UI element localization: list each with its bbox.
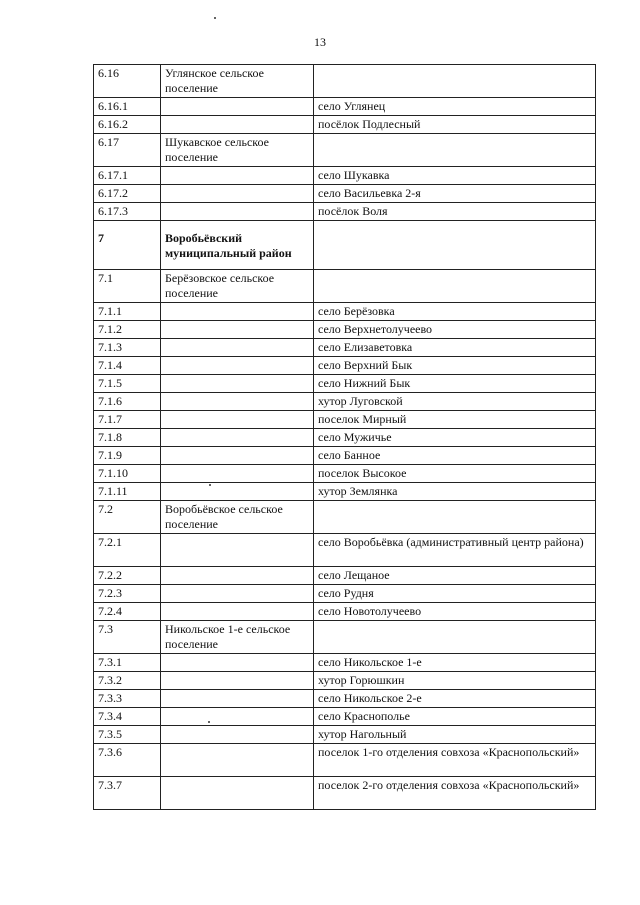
table-row <box>94 98 596 116</box>
settlement-name-cell <box>161 321 314 339</box>
settlement-name-cell <box>161 375 314 393</box>
locality-name-cell: село Мужичье <box>314 429 596 447</box>
row-code-cell: 6.17 <box>94 134 161 167</box>
locality-name-cell: село Верхний Бык <box>314 357 596 375</box>
settlements-table <box>93 64 596 810</box>
table-row <box>94 270 596 303</box>
locality-name-cell <box>314 134 596 167</box>
settlement-name-cell <box>161 585 314 603</box>
locality-name-cell: поселок Высокое <box>314 465 596 483</box>
row-code-cell: 7 <box>94 221 161 270</box>
table-row <box>94 203 596 221</box>
settlement-name-cell <box>161 116 314 134</box>
settlement-name-cell <box>161 483 314 501</box>
locality-name-cell: село Воробьёвка (административный центр района) <box>314 534 596 567</box>
locality-name-cell: село Никольское 2-е <box>314 690 596 708</box>
row-code-cell: 7.1.2 <box>94 321 161 339</box>
locality-name-cell: село Нижний Бык <box>314 375 596 393</box>
settlement-name-cell <box>161 411 314 429</box>
locality-name-cell: село Шукавка <box>314 167 596 185</box>
table-row <box>94 777 596 810</box>
settlement-name-cell: Воробьёвский муниципальный район <box>161 221 314 270</box>
locality-name-cell: посёлок Подлесный <box>314 116 596 134</box>
row-code-cell: 7.1 <box>94 270 161 303</box>
row-code-cell: 7.3.5 <box>94 726 161 744</box>
locality-name-cell: поселок 1-го отделения совхоза «Краснопольский» <box>314 744 596 777</box>
row-code-cell: 7.2.4 <box>94 603 161 621</box>
row-code-cell: 7.3.6 <box>94 744 161 777</box>
locality-name-cell: поселок 2-го отделения совхоза «Краснопольский» <box>314 777 596 810</box>
table-row <box>94 429 596 447</box>
locality-name-cell: село Лещаное <box>314 567 596 585</box>
settlement-name-cell <box>161 447 314 465</box>
settlement-name-cell <box>161 98 314 116</box>
scan-speck <box>214 17 216 19</box>
row-code-cell: 7.3.3 <box>94 690 161 708</box>
row-code-cell: 7.1.10 <box>94 465 161 483</box>
locality-name-cell <box>314 270 596 303</box>
table-row <box>94 690 596 708</box>
settlement-name-cell <box>161 167 314 185</box>
table-row <box>94 393 596 411</box>
settlement-name-cell <box>161 726 314 744</box>
row-code-cell: 7.3.4 <box>94 708 161 726</box>
locality-name-cell: хутор Землянка <box>314 483 596 501</box>
locality-name-cell: село Банное <box>314 447 596 465</box>
settlement-name-cell <box>161 654 314 672</box>
table-row <box>94 65 596 98</box>
row-code-cell: 6.17.2 <box>94 185 161 203</box>
row-code-cell: 7.3 <box>94 621 161 654</box>
locality-name-cell: село Краснополье <box>314 708 596 726</box>
table-row <box>94 339 596 357</box>
table-row <box>94 708 596 726</box>
locality-name-cell: посёлок Воля <box>314 203 596 221</box>
locality-name-cell: село Васильевка 2-я <box>314 185 596 203</box>
settlement-name-cell <box>161 393 314 411</box>
table-row <box>94 134 596 167</box>
locality-name-cell: хутор Горюшкин <box>314 672 596 690</box>
settlement-name-cell: Никольское 1-е сельское поселение <box>161 621 314 654</box>
table-body <box>94 65 596 810</box>
table-row <box>94 744 596 777</box>
row-code-cell: 7.2.2 <box>94 567 161 585</box>
table-row <box>94 621 596 654</box>
settlement-name-cell <box>161 429 314 447</box>
locality-name-cell: хутор Нагольный <box>314 726 596 744</box>
settlement-name-cell <box>161 185 314 203</box>
row-code-cell: 6.17.3 <box>94 203 161 221</box>
locality-name-cell: поселок Мирный <box>314 411 596 429</box>
table-row <box>94 603 596 621</box>
table-row <box>94 726 596 744</box>
table-row <box>94 585 596 603</box>
row-code-cell: 7.1.5 <box>94 375 161 393</box>
table-row <box>94 501 596 534</box>
settlement-name-cell: Шукавское сельское поселение <box>161 134 314 167</box>
row-code-cell: 7.1.6 <box>94 393 161 411</box>
row-code-cell: 7.3.7 <box>94 777 161 810</box>
table-row <box>94 447 596 465</box>
table-row <box>94 321 596 339</box>
table-row <box>94 357 596 375</box>
locality-name-cell <box>314 621 596 654</box>
settlement-name-cell <box>161 744 314 777</box>
row-code-cell: 7.2.1 <box>94 534 161 567</box>
row-code-cell: 7.3.2 <box>94 672 161 690</box>
table-row <box>94 672 596 690</box>
settlement-name-cell <box>161 672 314 690</box>
table-row <box>94 483 596 501</box>
settlement-name-cell: Берёзовское сельское поселение <box>161 270 314 303</box>
table-row <box>94 375 596 393</box>
settlement-name-cell <box>161 690 314 708</box>
row-code-cell: 7.1.1 <box>94 303 161 321</box>
locality-name-cell: село Новотолучеево <box>314 603 596 621</box>
table-row <box>94 567 596 585</box>
row-code-cell: 7.1.8 <box>94 429 161 447</box>
page-number: 13 <box>314 35 326 49</box>
table-row <box>94 167 596 185</box>
table-row <box>94 185 596 203</box>
locality-name-cell <box>314 221 596 270</box>
row-code-cell: 7.1.11 <box>94 483 161 501</box>
locality-name-cell <box>314 501 596 534</box>
settlement-name-cell <box>161 465 314 483</box>
row-code-cell: 7.2.3 <box>94 585 161 603</box>
locality-name-cell: хутор Луговской <box>314 393 596 411</box>
settlement-name-cell <box>161 303 314 321</box>
settlement-name-cell: Углянское сельское поселение <box>161 65 314 98</box>
district-header-row <box>94 221 596 270</box>
settlement-name-cell <box>161 603 314 621</box>
settlement-name-cell <box>161 357 314 375</box>
table-row <box>94 411 596 429</box>
settlement-name-cell <box>161 777 314 810</box>
row-code-cell: 7.1.4 <box>94 357 161 375</box>
locality-name-cell: село Никольское 1-е <box>314 654 596 672</box>
row-code-cell: 7.1.9 <box>94 447 161 465</box>
settlement-name-cell <box>161 339 314 357</box>
table-row <box>94 534 596 567</box>
table-row <box>94 303 596 321</box>
locality-name-cell: село Углянец <box>314 98 596 116</box>
table-row <box>94 654 596 672</box>
row-code-cell: 7.3.1 <box>94 654 161 672</box>
row-code-cell: 6.17.1 <box>94 167 161 185</box>
settlement-name-cell <box>161 708 314 726</box>
settlement-name-cell <box>161 534 314 567</box>
locality-name-cell: село Рудня <box>314 585 596 603</box>
locality-name-cell <box>314 65 596 98</box>
locality-name-cell: село Елизаветовка <box>314 339 596 357</box>
settlement-name-cell <box>161 567 314 585</box>
row-code-cell: 7.2 <box>94 501 161 534</box>
row-code-cell: 6.16.1 <box>94 98 161 116</box>
row-code-cell: 7.1.3 <box>94 339 161 357</box>
row-code-cell: 6.16.2 <box>94 116 161 134</box>
locality-name-cell: село Берёзовка <box>314 303 596 321</box>
row-code-cell: 7.1.7 <box>94 411 161 429</box>
table-row <box>94 465 596 483</box>
settlement-name-cell: Воробьёвское сельское поселение <box>161 501 314 534</box>
settlement-name-cell <box>161 203 314 221</box>
table-row <box>94 116 596 134</box>
locality-name-cell: село Верхнетолучеево <box>314 321 596 339</box>
row-code-cell: 6.16 <box>94 65 161 98</box>
